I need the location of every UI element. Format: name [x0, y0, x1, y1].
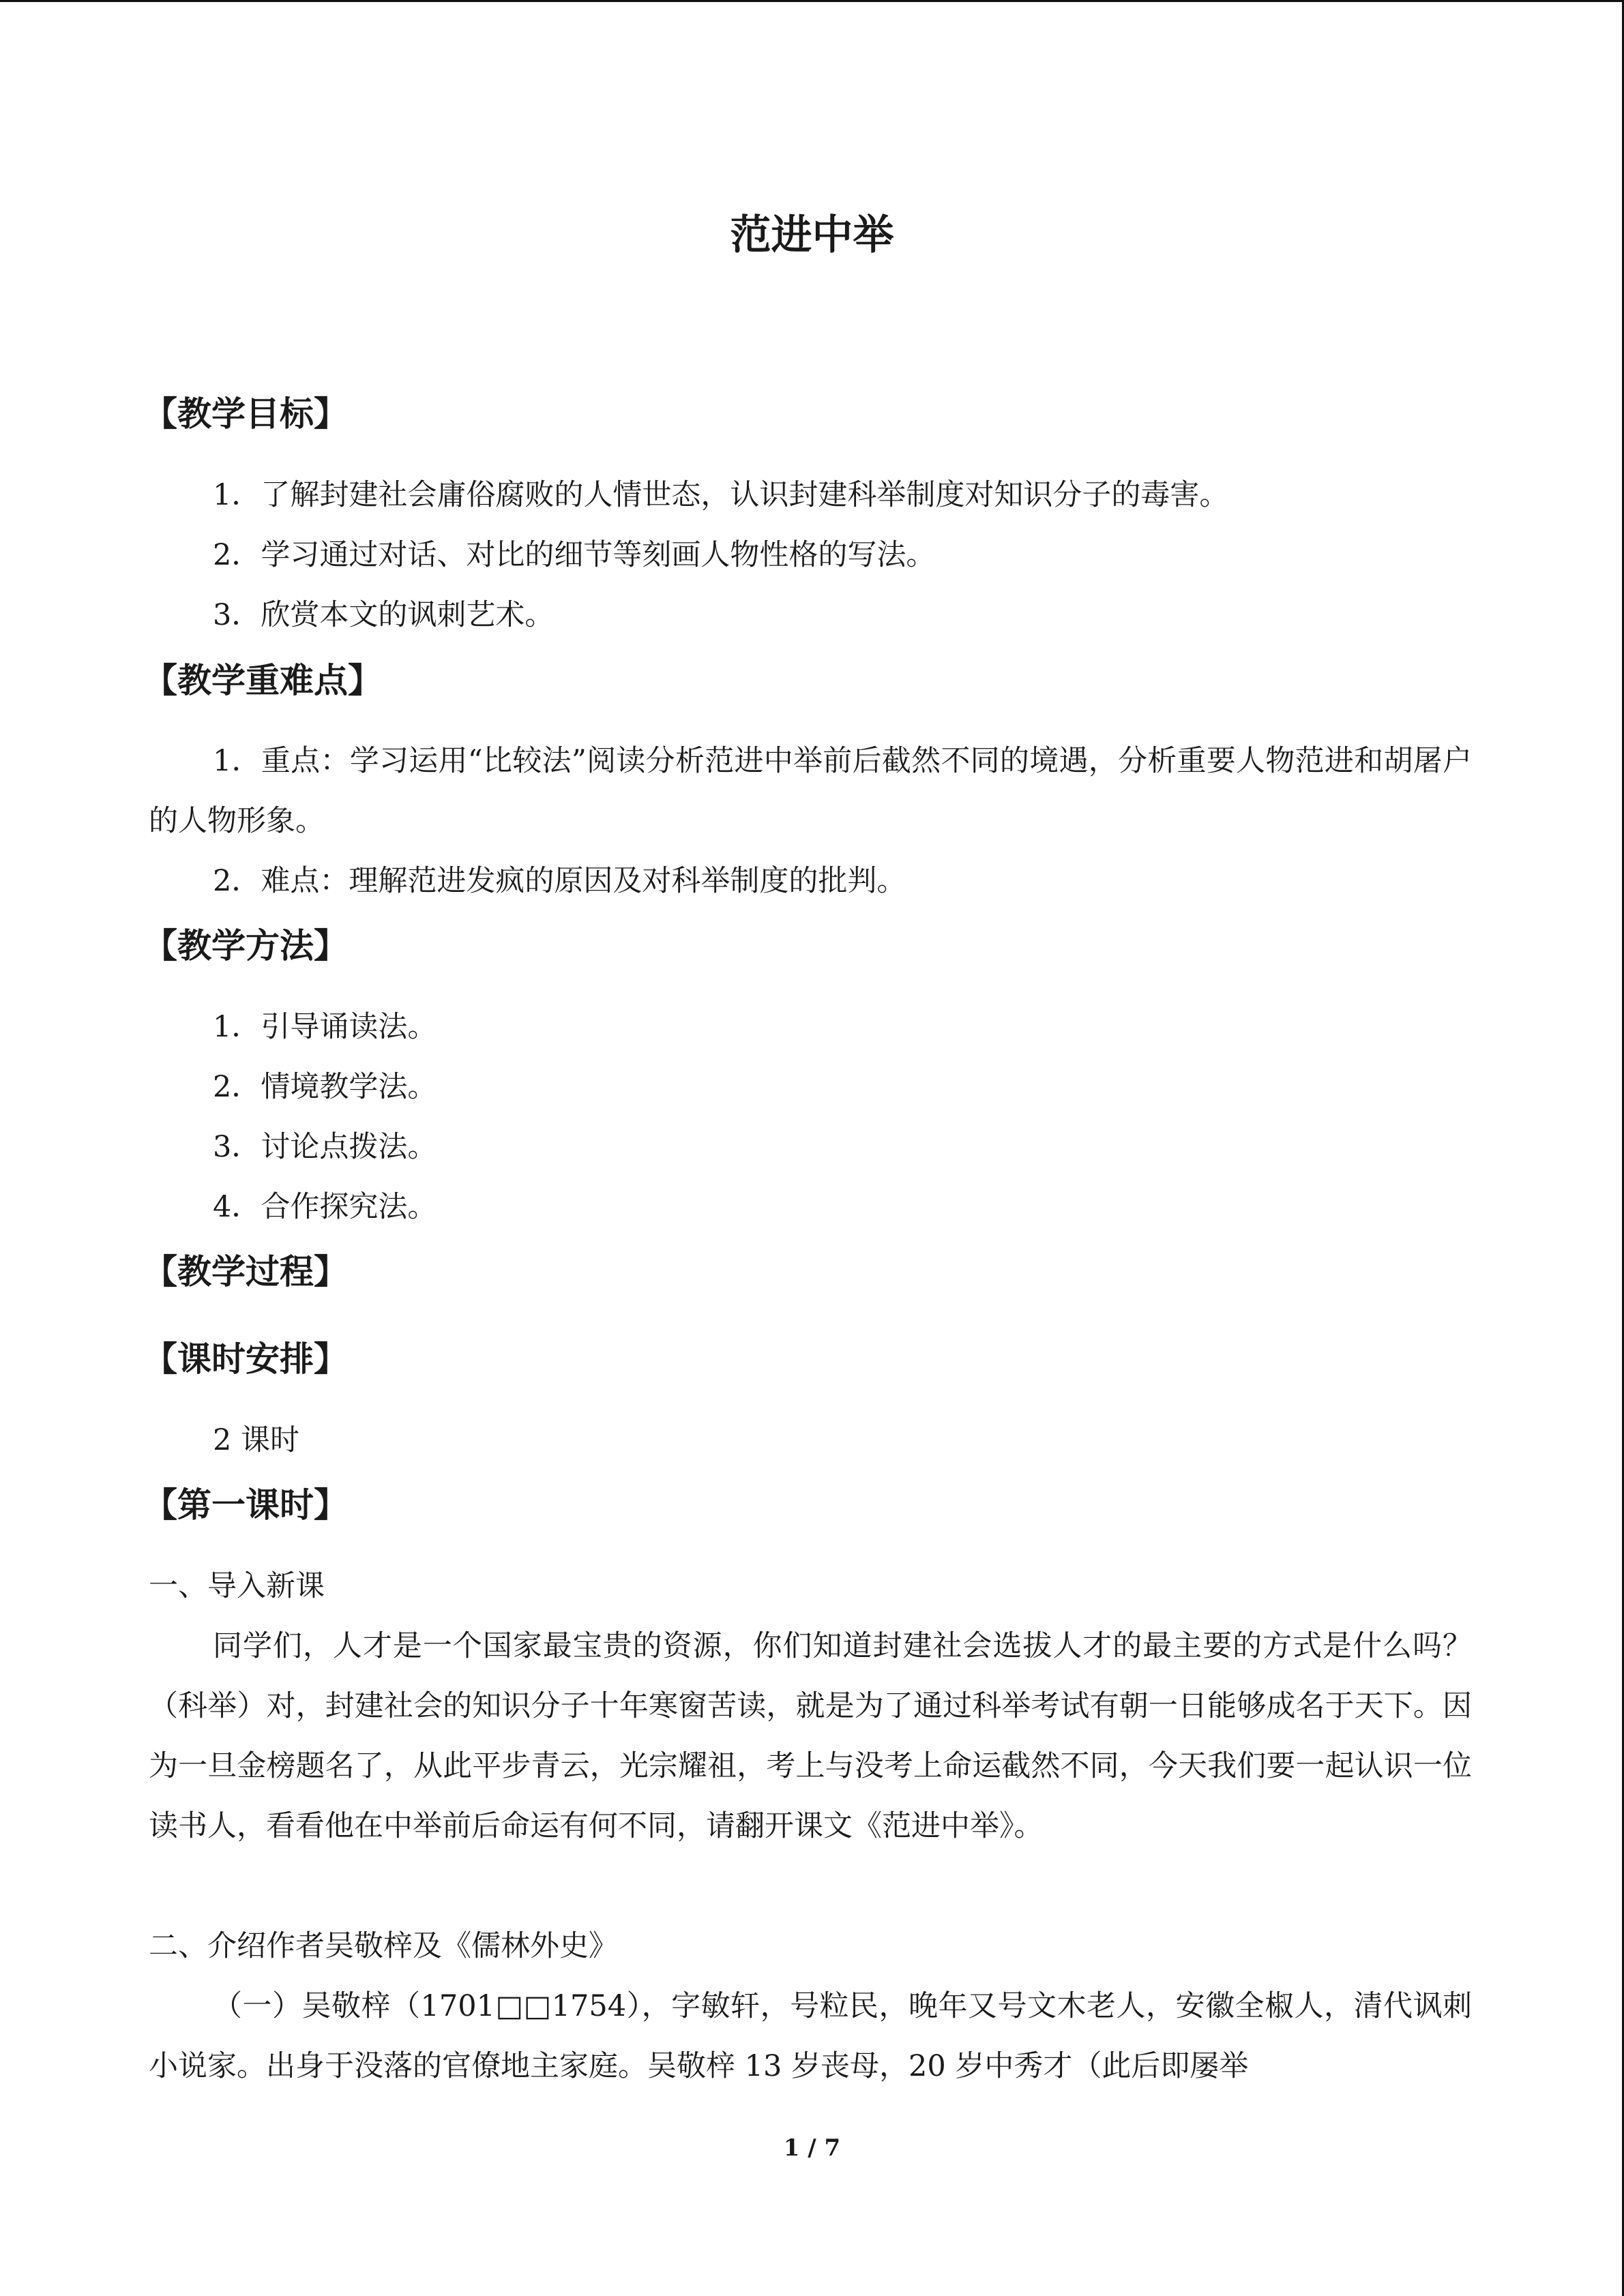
list-item: 1．重点：学习运用“比较法”阅读分析范进中举前后截然不同的境遇，分析重要人物范进和胡屠户的人物形象。: [149, 744, 1472, 838]
list-item: 3．欣赏本文的讽刺艺术。: [213, 598, 555, 632]
page-number: 1 / 7: [783, 2134, 841, 2162]
schedule-text: 2 课时: [213, 1423, 300, 1457]
heading-schedule: 【课时安排】: [143, 1339, 348, 1379]
paragraph: （一）吴敬梓（1701□□1754），字敏轩，号粒民，晚年又号文木老人，安徽全椒人，清代讽刺小说家。出身于没落的官僚地主家庭。吴敬梓 13 岁丧母，20 岁中秀才（此后即屡举: [149, 1989, 1472, 2083]
list-item: 2．学习通过对话、对比的细节等刻画人物性格的写法。: [213, 538, 936, 572]
paragraph: 同学们，人才是一个国家最宝贵的资源，你们知道封建社会选拔人才的最主要的方式是什么吗？（科举）对，封建社会的知识分子十年寒窗苦读，就是为了通过科举考试有朝一日能够成名于天下。因为一旦金榜题名了，从此平步青云，光宗耀祖，考上与没考上命运截然不同，今天我们要一起认识一位读书人，看看他在中举前后命运有何不同，请翻开课文《范进中举》。: [149, 1629, 1472, 1843]
heading-key-points: 【教学重难点】: [143, 661, 382, 700]
list-item: 1．引导诵读法。: [213, 1010, 437, 1044]
list-item: 3．讨论点拨法。: [213, 1130, 437, 1164]
page-title: 范进中举: [730, 211, 894, 259]
heading-objectives: 【教学目标】: [143, 394, 348, 434]
list-item: 2．情境教学法。: [213, 1070, 437, 1104]
subsection-title: 一、导入新课: [149, 1569, 325, 1603]
subsection-title: 二、介绍作者吴敬梓及《儒林外史》: [149, 1929, 618, 1963]
list-item: 2．难点：理解范进发疯的原因及对科举制度的批判。: [213, 864, 906, 898]
heading-methods: 【教学方法】: [143, 926, 348, 966]
list-item: 4．合作探究法。: [213, 1190, 437, 1224]
heading-process: 【教学过程】: [143, 1252, 348, 1292]
heading-lesson1: 【第一课时】: [143, 1485, 348, 1525]
page-border-top: [0, 0, 1624, 2]
list-item: 1．了解封建社会庸俗腐败的人情世态，认识封建科举制度对知识分子的毒害。: [213, 478, 1229, 512]
